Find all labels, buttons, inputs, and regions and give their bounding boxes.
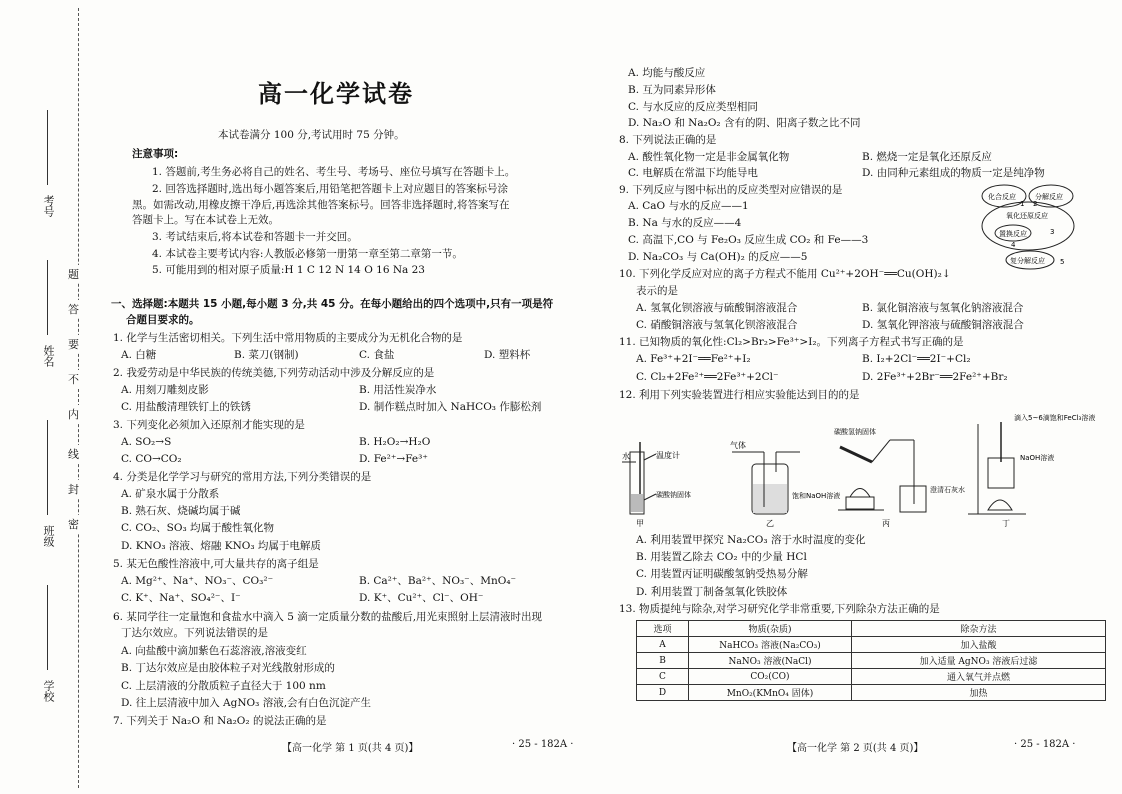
table-cell: A: [637, 637, 689, 653]
option-b[interactable]: B. I₂+2Cl⁻══2I⁻+Cl₂: [862, 353, 971, 365]
seal-char: 封: [68, 480, 79, 498]
lamp-base: [846, 497, 874, 509]
question-stem: 6. 某同学往一定量饱和食盐水中滴入 5 滴一定质量分数的盐酸后,用光束照射上层清液时出现: [113, 611, 543, 623]
option-d[interactable]: D. 氢氧化钾溶液与硫酸铜溶液混合: [862, 319, 1024, 331]
option-c[interactable]: C. CO→CO₂: [121, 453, 182, 465]
seal-char: 题: [68, 265, 79, 283]
venn-label: 复分解反应: [1010, 257, 1045, 265]
option-a[interactable]: A. 矿泉水属于分散系: [121, 488, 220, 500]
apparatus-label: 饱和NaOH溶液: [792, 492, 841, 500]
option-a[interactable]: A. 利用装置甲探究 Na₂CO₃ 溶于水时温度的变化: [636, 534, 866, 546]
name-label: 姓名: [42, 345, 55, 367]
option-d[interactable]: D. Fe²⁺→Fe³⁺: [359, 453, 428, 465]
option-c[interactable]: C. Cl₂+2Fe²⁺══2Fe³⁺+2Cl⁻: [636, 371, 779, 383]
seal-char: 不: [68, 370, 79, 388]
table-header-row: [637, 621, 1106, 637]
venn-label: 分解反应: [1035, 193, 1063, 201]
option-a[interactable]: A. 酸性氧化物一定是非金属氧化物: [628, 151, 790, 163]
option-c[interactable]: C. 用盐酸清理铁钉上的铁锈: [121, 401, 251, 413]
question-stem-cont: 丁达尔效应。下列说法错误的是: [121, 627, 268, 639]
pointer: [644, 454, 656, 460]
table-row: [637, 669, 1106, 685]
question-stem: 2. 我爱劳动是中华民族的传统美德,下列劳动活动中涉及分解反应的是: [113, 367, 435, 379]
option-d[interactable]: D. 利用装置丁制备氢氧化铁胶体: [636, 586, 788, 598]
table-header: 除杂方法: [852, 621, 1106, 637]
option-c[interactable]: C. 用装置丙证明碳酸氢钠受热易分解: [636, 568, 808, 580]
option-a[interactable]: A. 氢氧化钡溶液与硫酸铜溶液混合: [636, 302, 798, 314]
option-d[interactable]: D. Na₂O 和 Na₂O₂ 含有的阴、阳离子数之比不同: [628, 117, 861, 129]
option-a[interactable]: A. 用刻刀雕刻皮影: [121, 384, 209, 396]
section-heading: 一、选择题:本题共 15 小题,每小题 3 分,共 45 分。在每小题给出的四个选项中,只有一项是符: [111, 298, 554, 310]
option-b[interactable]: B. 互为同素异形体: [628, 84, 716, 96]
apparatus-jia: [622, 442, 691, 528]
solution-level: [753, 484, 787, 513]
delivery-tube: [872, 440, 890, 462]
page-title: 高一化学试卷: [258, 80, 414, 108]
option-c[interactable]: C. CO₂、SO₃ 均属于酸性氧化物: [121, 522, 275, 534]
venn-redox: [982, 202, 1074, 250]
table-row: [637, 637, 1106, 653]
question-stem: 13. 物质提纯与除杂,对学习研究化学非常重要,下列除杂方法正确的是: [619, 603, 940, 615]
section-heading: 合题目要求的。: [126, 314, 200, 326]
apparatus-caption: 乙: [766, 519, 774, 528]
notice-heading: 注意事项:: [132, 148, 179, 160]
apparatus-label: 气体: [730, 441, 746, 450]
alcohol-lamp: [850, 489, 870, 498]
question-stem: 3. 下列变化必须加入还原剂才能实现的是: [113, 419, 305, 431]
question-stem: 4. 分类是化学学习与研究的常用方法,下列分类错误的是: [113, 471, 372, 483]
option-b[interactable]: B. 燃烧一定是氧化还原反应: [862, 151, 992, 163]
option-a[interactable]: A. 向盐酸中滴加紫色石蕊溶液,溶液变红: [121, 645, 307, 657]
apparatus-caption: 丁: [1002, 519, 1010, 528]
table-cell: D: [637, 685, 689, 701]
option-a[interactable]: A. Mg²⁺、Na⁺、NO₃⁻、CO₃²⁻: [121, 575, 274, 587]
notice-line: 1. 答题前,考生务必将自己的姓名、考生号、考场号、座位号填写在答题卡上。: [152, 166, 516, 178]
notice-line: 3. 考试结束后,将本试卷和答题卡一并交回。: [152, 231, 358, 243]
table-cell: CO₂(CO): [689, 669, 852, 685]
question-stem: 11. 已知物质的氧化性:Cl₂>Br₂>Fe³⁺>I₂。下列离子方程式书写正确的是: [619, 336, 964, 348]
option-b[interactable]: B. 用活性炭净水: [359, 384, 437, 396]
table-cell: NaHCO₃ 溶液(Na₂CO₃): [689, 637, 852, 653]
apparatus-caption: 甲: [636, 519, 644, 528]
option-c[interactable]: C. 硝酸铜溶液与氢氧化钡溶液混合: [636, 319, 798, 331]
apparatus-label: 碳酸钠固体: [656, 491, 691, 499]
question-stem: 5. 某无色酸性溶液中,可大量共存的离子组是: [113, 558, 319, 570]
heated-tube: [840, 447, 872, 462]
seal-char: 密: [68, 515, 79, 533]
venn-number: 5: [1060, 258, 1065, 266]
apparatus-label: 水: [622, 452, 630, 461]
venn-label: 氧化还原反应: [1006, 212, 1048, 220]
apparatus-figure: [622, 402, 1096, 530]
option-b[interactable]: B. Ca²⁺、Ba²⁺、NO₃⁻、MnO₄⁻: [359, 575, 517, 587]
option-d[interactable]: D. 由同种元素组成的物质一定是纯净物: [862, 167, 1045, 179]
apparatus-label: 澄清石灰水: [930, 486, 965, 494]
question-stem: 12. 利用下列实验装置进行相应实验能达到目的的是: [619, 389, 860, 401]
table-row: [637, 685, 1106, 701]
option-b[interactable]: B. H₂O₂→H₂O: [359, 436, 431, 448]
seal-char: 要: [68, 335, 79, 353]
option-c[interactable]: C. 上层清液的分散质粒子直径大于 100 nm: [121, 680, 326, 692]
reaction-type-venn-diagram: [978, 180, 1076, 272]
option-c[interactable]: C. 高温下,CO 与 Fe₂O₃ 反应生成 CO₂ 和 Fe——3: [628, 234, 869, 246]
solid-sample: [631, 494, 643, 512]
venn-number: 4: [1011, 241, 1016, 249]
page-footer: 【高一化学 第 1 页(共 4 页)】: [282, 743, 419, 754]
exam-no-label: 考号: [42, 195, 55, 217]
apparatus-label: 温度计: [656, 451, 680, 460]
beaker: [988, 458, 1014, 488]
table-cell: 加入盐酸: [852, 637, 1106, 653]
table-cell: B: [637, 653, 689, 669]
notice-line: 2. 回答选择题时,选出每小题答案后,用铅笔把答题卡上对应题目的答案标号涂: [152, 183, 509, 195]
question-stem: 7. 下列关于 Na₂O 和 Na₂O₂ 的说法正确的是: [113, 715, 327, 727]
option-d[interactable]: D. 往上层清液中加入 AgNO₃ 溶液,会有白色沉淀产生: [121, 697, 372, 709]
option-a[interactable]: A. CaO 与水的反应——1: [628, 200, 749, 212]
page-footer: 【高一化学 第 2 页(共 4 页)】: [787, 743, 924, 754]
option-b[interactable]: B. Na 与水的反应——4: [628, 217, 742, 229]
apparatus-bing: [834, 427, 965, 528]
option-a[interactable]: A. SO₂→S: [121, 436, 172, 448]
class-label: 班级: [42, 525, 55, 547]
apparatus-yi: [730, 440, 840, 528]
venn-label: 置换反应: [999, 230, 1027, 238]
exam-code: · 25 - 182A ·: [512, 739, 574, 750]
school-label: 学校: [42, 680, 55, 702]
apparatus-label: NaOH溶液: [1020, 454, 1055, 462]
option-a[interactable]: A. 白糖: [121, 349, 157, 361]
purification-table: [636, 620, 1106, 701]
table-cell: C: [637, 669, 689, 685]
apparatus-ding: [968, 413, 1095, 528]
option-c[interactable]: C. 电解质在常温下均能导电: [628, 167, 758, 179]
option-b[interactable]: B. 熟石灰、烧碱均属于碱: [121, 505, 241, 517]
question-stem-cont: 表示的是: [636, 285, 678, 297]
option-d[interactable]: D. KNO₃ 溶液、熔融 KNO₃ 均属于电解质: [121, 540, 321, 552]
seal-char: 线: [68, 445, 79, 463]
option-b[interactable]: B. 氯化铜溶液与氢氧化钠溶液混合: [862, 302, 1024, 314]
apparatus-caption: 丙: [882, 519, 890, 528]
venn-number: 1: [1020, 200, 1025, 208]
apparatus-label: 碳酸氢钠固体: [834, 428, 876, 436]
venn-number: 2: [1033, 200, 1038, 208]
table-cell: 加热: [852, 685, 1106, 701]
option-b[interactable]: B. 丁达尔效应是由胶体粒子对光线散射形成的: [121, 662, 335, 674]
option-c[interactable]: C. K⁺、Na⁺、SO₄²⁻、I⁻: [121, 592, 241, 604]
beaker: [900, 486, 926, 512]
option-b[interactable]: B. 菜刀(钢制): [234, 349, 299, 361]
pointer: [644, 494, 656, 500]
notice-line: 答题卡上。写在本试卷上无效。: [132, 214, 279, 226]
table-cell: 加入适量 AgNO₃ 溶液后过滤: [852, 653, 1106, 669]
option-d[interactable]: D. Na₂CO₃ 与 Ca(OH)₂ 的反应——5: [628, 251, 808, 263]
notice-line: 4. 本试卷主要考试内容:人教版必修第一册第一章至第二章第一节。: [152, 248, 463, 260]
venn-label: 化合反应: [988, 193, 1016, 201]
question-stem: 1. 化学与生活密切相关。下列生活中常用物质的主要成分为无机化合物的是: [113, 332, 463, 344]
notice-line: 黑。如需改动,用橡皮擦干净后,再选涂其他答案标号。回答非选择题时,将答案写在: [132, 199, 510, 211]
option-d[interactable]: D. 制作糕点时加入 NaHCO₃ 作膨松剂: [359, 401, 542, 413]
option-b[interactable]: B. 用装置乙除去 CO₂ 中的少量 HCl: [636, 551, 807, 563]
seal-char: 内: [68, 405, 79, 423]
question-stem: 9. 下列反应与图中标出的反应类型对应错误的是: [619, 184, 843, 196]
option-a[interactable]: A. Fe³⁺+2I⁻══Fe²⁺+I₂: [636, 353, 751, 365]
option-a[interactable]: A. 均能与酸反应: [628, 67, 706, 79]
table-header: 选项: [637, 621, 689, 637]
option-c[interactable]: C. 食盐: [359, 349, 395, 361]
question-stem: 10. 下列化学反应对应的离子方程式不能用 Cu²⁺+2OH⁻══Cu(OH)₂↓: [619, 268, 951, 280]
option-d[interactable]: D. K⁺、Cu²⁺、Cl⁻、OH⁻: [359, 592, 484, 604]
seal-char: 答: [68, 300, 79, 318]
exam-code: · 25 - 182A ·: [1014, 739, 1076, 750]
alcohol-lamp: [988, 500, 1012, 510]
notice-line: 5. 可能用到的相对原子质量:H 1 C 12 N 14 O 16 Na 23: [152, 264, 425, 276]
table-cell: 通入氧气并点燃: [852, 669, 1106, 685]
venn-number: 3: [1050, 228, 1055, 236]
table-cell: NaNO₃ 溶液(NaCl): [689, 653, 852, 669]
option-d[interactable]: D. 2Fe³⁺+2Br⁻══2Fe²⁺+Br₂: [862, 371, 1008, 383]
option-c[interactable]: C. 与水反应的反应类型相同: [628, 101, 758, 113]
table-cell: MnO₂(KMnO₄ 固体): [689, 685, 852, 701]
apparatus-label: 滴入5~6滴饱和FeCl₃溶液: [1014, 414, 1096, 422]
subtitle: 本试卷满分 100 分,考试用时 75 分钟。: [218, 129, 405, 141]
table-header: 物质(杂质): [689, 621, 852, 637]
question-stem: 8. 下列说法正确的是: [619, 134, 717, 146]
table-row: [637, 653, 1106, 669]
option-d[interactable]: D. 塑料杯: [484, 349, 531, 361]
